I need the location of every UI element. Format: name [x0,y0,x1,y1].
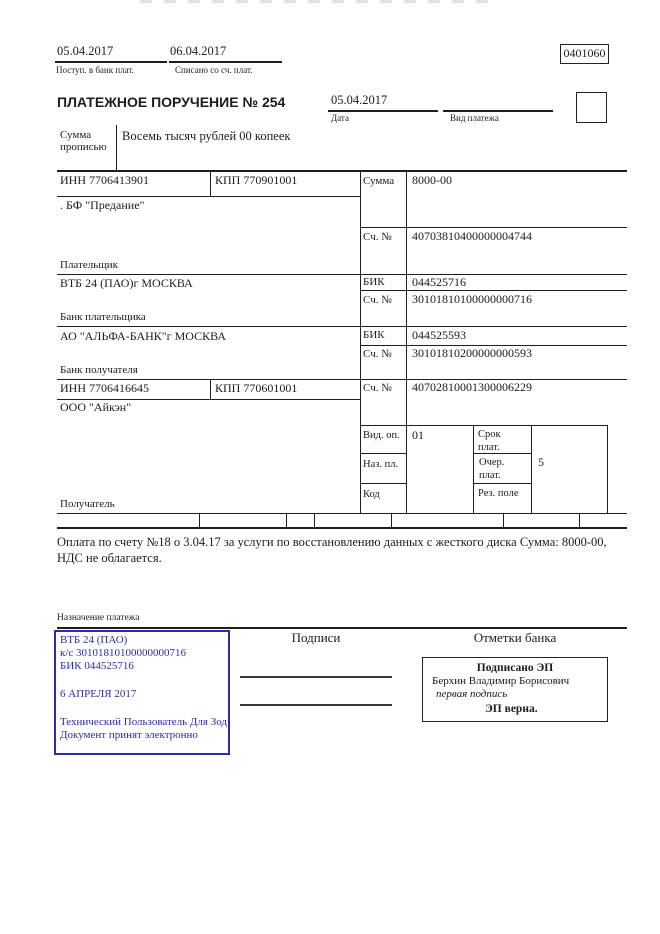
op-row1-rule-a [360,453,406,454]
stamp-bank-name: ВТБ 24 (ПАО) [60,634,128,646]
sum-value: 8000-00 [412,173,452,187]
left-right-block-divider [360,170,361,513]
payment-type-underline [443,110,553,112]
payee-bank-bik-label: БИК [363,329,385,341]
payer-label: Плательщик [60,259,118,271]
signatures-heading: Подписи [291,630,341,645]
payee-bank-account: 30101810200000000593 [412,346,532,360]
priority-value: 5 [538,455,544,469]
debited-from-account-date: 06.04.2017 [170,44,227,58]
payer-inn-row-rule [57,196,360,197]
payer-bank-account: 30101810100000000716 [412,292,532,306]
amount-words-label: Сумма прописью [60,129,107,153]
signature-line-2 [240,704,392,706]
stamp-corr-account: к/с 30101810100000000716 [60,647,187,660]
amount-words-divider [116,125,117,170]
document-date: 05.04.2017 [331,93,388,107]
signer-name: Берхин Владимир Борисович [432,675,570,688]
table-top-rule [57,170,627,172]
op-table-top-rule [360,425,608,426]
label-value-divider [406,170,407,513]
payer-name: . БФ "Предание" [60,198,145,212]
payee-kpp: КПП 770601001 [215,381,298,395]
strip-divider-6 [579,513,580,527]
signed-ep-box [422,657,608,722]
debited-from-account-label: Списано со сч. плат. [175,65,253,75]
received-date-underline [55,61,167,63]
purpose-code-label: Наз. пл. [363,459,399,470]
stamp-accepted-note: Документ принят электронно [60,728,198,741]
op-row2-rule-b [473,483,531,484]
op-table-v1 [473,425,474,513]
payee-bank-label: Банк получателя [60,364,138,376]
payee-inn: ИНН 7706416645 [60,381,149,395]
payee-bank-bottom-rule [57,379,627,380]
payer-inn-kpp-divider [210,170,211,196]
payer-bank-bik-rule [360,290,627,291]
op-table-v2 [531,425,532,513]
priority-label: Очер. плат. [479,457,505,481]
payment-purpose-label: Назначение платежа [57,613,140,623]
strip-divider-2 [286,513,287,527]
payer-bottom-rule [57,274,627,275]
bank-electronic-stamp [54,630,230,755]
payee-bottom-rule [57,513,627,514]
purpose-bottom-rule [57,627,627,629]
payer-account-label: Сч. № [363,231,392,243]
sum-row-rule [360,227,627,228]
payee-label: Получатель [60,498,115,510]
code-label: Код [363,489,380,500]
payee-inn-kpp-divider [210,379,211,399]
clipped-top-artifact [140,0,490,3]
stamp-user: Технический Пользователь Для Зод [60,715,228,728]
bank-marks-heading: Отметки банка [473,630,557,645]
signature-type: первая подпись [436,688,508,701]
document-date-label: Дата [331,113,349,123]
debited-date-underline [169,61,282,63]
payee-bank-account-label: Сч. № [363,348,392,360]
received-in-bank-date: 05.04.2017 [57,44,114,58]
payer-bank-bottom-rule [57,326,627,327]
payer-inn: ИНН 7706413901 [60,173,149,187]
op-row2-rule-a [360,483,406,484]
signed-ep-title: Подписано ЭП [476,662,554,674]
reserve-field-label: Рез. поле [478,488,519,499]
amount-words-value: Восемь тысяч рублей 00 копеек [122,129,291,143]
strip-bottom-rule [57,527,627,529]
payer-bank-account-label: Сч. № [363,294,392,306]
payer-bank-bik-label: БИК [363,276,385,288]
payer-bank-bik: 044525716 [412,275,466,289]
strip-divider-5 [503,513,504,527]
payee-name: ООО "Айкэн" [60,400,132,414]
pay-term-label: Срок плат. [478,429,501,453]
ep-verified-text: ЭП верна. [485,702,538,715]
payment-purpose-text: Оплата по счету №18 о 3.04.17 за услуги по восстановлению данных с жесткого диска Сумма: 8000-00, НДС не облагается. [57,535,607,566]
sum-label: Сумма [363,175,395,187]
payer-bank-label: Банк плательщика [60,311,146,323]
signature-line-1 [240,676,392,678]
payment-type-label: Вид платежа [450,113,499,123]
received-in-bank-label: Поступ. в банк плат. [56,65,134,75]
op-type-value: 01 [412,428,424,442]
payee-bank-name: АО "АЛЬФА-БАНК"г МОСКВА [60,329,227,343]
payee-account-label: Сч. № [363,382,392,394]
page-title: ПЛАТЕЖНОЕ ПОРУЧЕНИЕ № 254 [57,94,286,110]
stamp-date: 6 АПРЕЛЯ 2017 [60,687,137,700]
payer-bank-name: ВТБ 24 (ПАО)г МОСКВА [60,276,193,290]
stamp-bik: БИК 044525716 [60,660,134,673]
payer-kpp: КПП 770901001 [215,173,298,187]
strip-divider-3 [314,513,315,527]
payee-account: 40702810001300006229 [412,380,532,394]
form-code-box: 0401060 [560,44,609,64]
strip-divider-4 [391,513,392,527]
payee-bank-bik: 044525593 [412,328,466,342]
payer-account: 40703810400000004744 [412,229,532,243]
payment-type-square [576,92,607,123]
document-date-underline [328,110,438,112]
op-table-right-edge [607,425,608,513]
op-type-label: Вид. оп. [363,430,400,441]
strip-divider-1 [199,513,200,527]
